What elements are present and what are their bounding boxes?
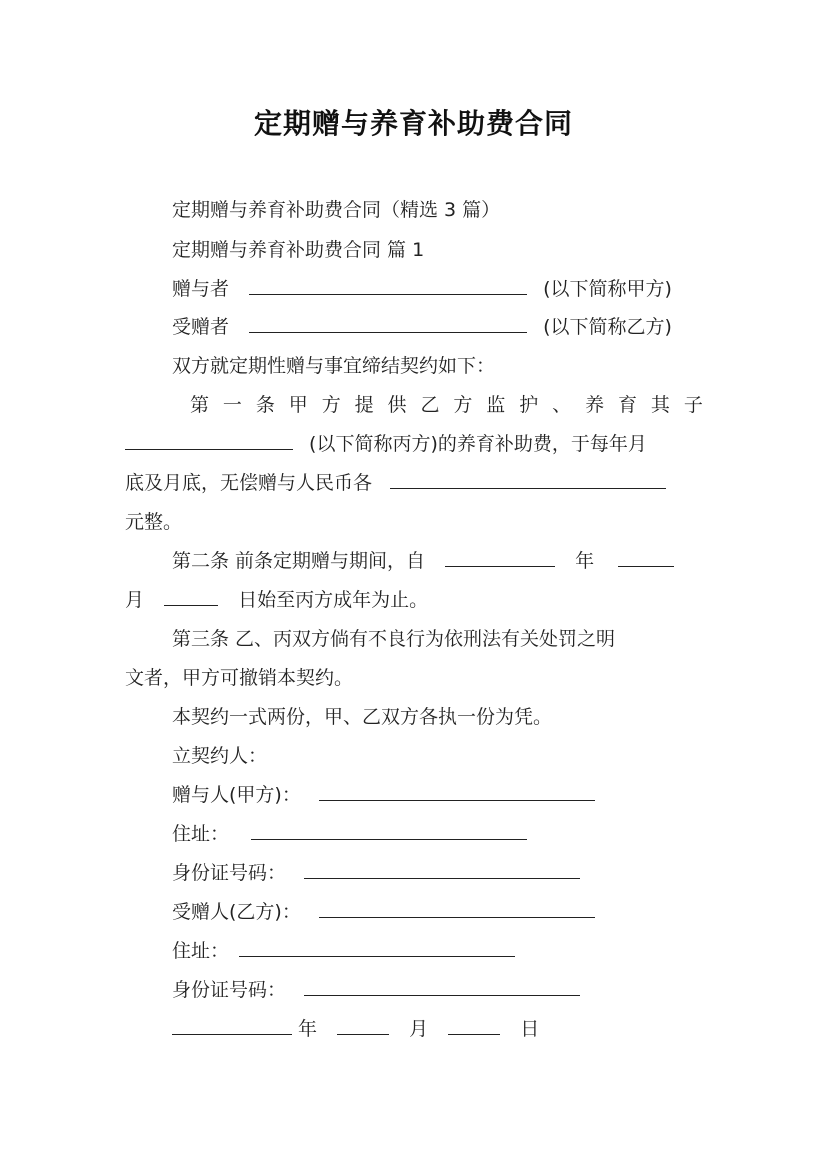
article-2-rest: 日始至丙方成年为止。 [238,589,429,611]
donee-label: 受赠者 [172,316,230,338]
article-1-char: 、 [552,394,572,416]
month-label: 月 [125,589,145,611]
donor-address-blank [251,821,527,840]
signers-heading: 立契约人： [172,745,268,767]
donee-sign-line [172,899,703,925]
article-1-text-3: 底及月底，无偿赠与人民币各 [125,472,373,494]
article-3-line-2: 文者，甲方可撤销本契约。 [125,667,354,689]
donee-suffix: (以下简称乙方) [543,316,672,338]
article-1-char: 一 [222,394,242,416]
article-1-line-2 [125,431,703,457]
start-month-blank [618,548,674,567]
article-1-char: 供 [387,394,407,416]
article-1-char: 乙 [420,394,440,416]
article-2-line-1 [172,548,703,574]
date-day-label: 日 [520,1018,540,1040]
donee-id-label: 身份证号码： [172,979,287,1001]
donor-id-blank [304,860,580,879]
date-month-blank [337,1016,389,1035]
donee-sign-blank [319,899,595,918]
article-1-text-2: (以下简称丙方)的养育补助费，于每年月 [309,433,647,455]
start-day-blank [164,587,218,606]
article-1-char: 提 [354,394,374,416]
article-1-char: 育 [617,394,637,416]
article-1-line-3 [125,470,703,496]
amount-blank [390,470,666,489]
donee-address-label: 住址： [172,940,230,962]
donor-id-label: 身份证号码： [172,862,287,884]
date-month-label: 月 [409,1018,429,1040]
article-3-line-1: 第三条 乙、丙双方倘有不良行为依刑法有关处罚之明 [172,628,616,650]
year-label: 年 [575,550,595,572]
donee-sign-label: 受赠人(乙方)： [172,901,301,923]
intro-line: 双方就定期性赠与事宜缔结契约如下： [172,355,496,377]
article-2-line-2 [125,587,703,613]
start-year-blank [445,548,555,567]
article-1-char: 甲 [288,394,308,416]
article-1-char: 监 [486,394,506,416]
donee-id-line [172,977,703,1003]
donor-address-line [172,821,703,847]
donee-blank [249,314,527,333]
donor-sign-blank [319,782,595,801]
article-1-char: 子 [683,394,703,416]
donor-blank [249,276,527,295]
donor-sign-line [172,782,703,808]
donee-line [172,314,703,340]
donor-line [172,276,703,302]
donor-sign-label: 赠与人(甲方)： [172,784,301,806]
subtitle-line: 定期赠与养育补助费合同（精选 3 篇） [172,199,501,221]
donor-address-label: 住址： [172,823,230,845]
article-2-text: 第二条 前条定期赠与期间，自 [172,550,426,572]
document-title: 定期赠与养育补助费合同 [253,107,573,140]
date-year-blank [172,1016,292,1035]
article-1-char: 方 [321,394,341,416]
article-1-line-4: 元整。 [125,511,183,533]
article-1-char: 第 [190,394,210,416]
donee-address-blank [239,938,515,957]
article-1-char: 护 [519,394,539,416]
donor-suffix: (以下简称甲方) [543,278,672,300]
article-1-char: 养 [585,394,605,416]
article-1-char: 方 [453,394,473,416]
donor-id-line [172,860,703,886]
donor-label: 赠与者 [172,278,230,300]
date-day-blank [448,1016,500,1035]
date-line [172,1016,703,1042]
date-year-label: 年 [298,1018,318,1040]
copies-line: 本契约一式两份，甲、乙双方各执一份为凭。 [172,706,553,728]
article-1-char: 其 [650,394,670,416]
part-heading: 定期赠与养育补助费合同 篇 1 [172,239,425,261]
child-name-blank [125,431,293,450]
article-1-char: 条 [255,394,275,416]
donee-id-blank [304,977,580,996]
article-1-line-1 [190,392,703,418]
donee-address-line [172,938,703,964]
